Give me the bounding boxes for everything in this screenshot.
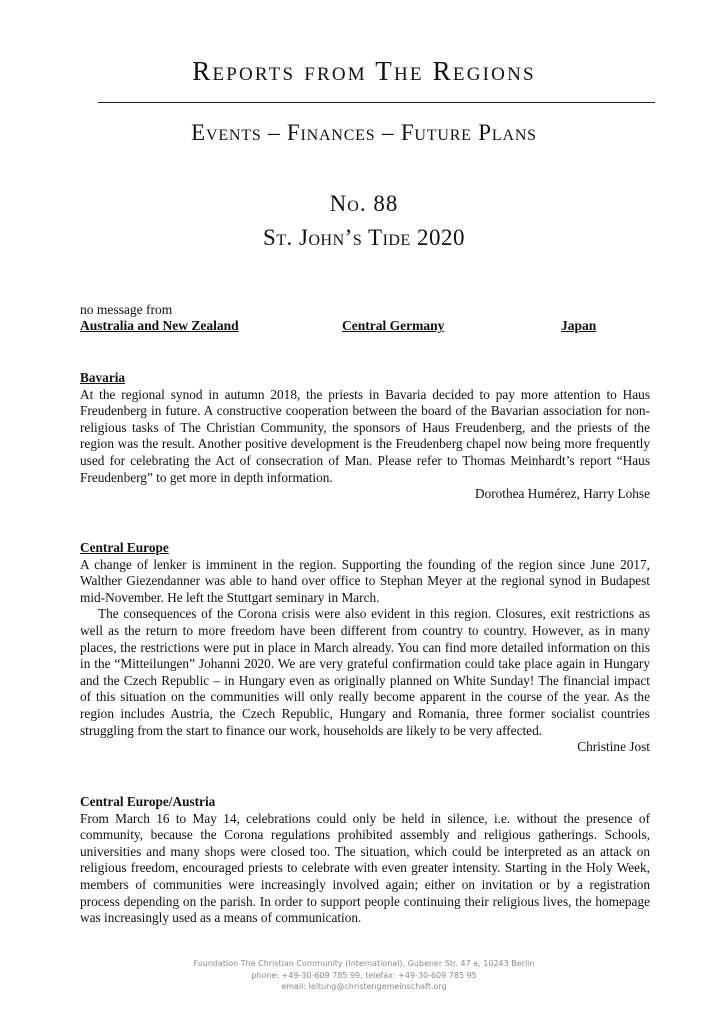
- section-signature: Christine Jost: [577, 739, 650, 755]
- section-heading: Central Europe/Austria: [80, 794, 216, 809]
- title-rule: [98, 102, 655, 103]
- section-bavaria: [80, 370, 650, 503]
- section-central-europe-austria: [80, 794, 650, 927]
- no-message-region: Central Germany: [342, 318, 445, 333]
- no-message-region: Australia and New Zealand: [80, 318, 239, 333]
- section-paragraph: From March 16 to May 14, celebrations could only be held in silence, i.e. without the presence of community, because the Corona regulations prohibited assembly and religious gatherings. Schools, universities and many shops were closed too. The situation, which could be interpreted as an attack on religious freedom, encouraged priests to celebrate with even greater intensity. Starting in the Holy Week, members of communities were increasingly involved again; either on invitation or by a registration process depending on the parish. In order to support people continuing their religious lives, the homepage was increasingly used as a means of communication.: [80, 810, 650, 926]
- section-heading: Bavaria: [80, 370, 126, 385]
- section-signature: Dorothea Humérez, Harry Lohse: [474, 486, 650, 502]
- no-message-region: Japan: [561, 318, 597, 333]
- page-footer: [0, 958, 728, 993]
- issue-date: St. John’s Tide 2020: [262, 225, 466, 250]
- report-subtitle: Events – Finances – Future Plans: [191, 120, 537, 145]
- section-paragraph: At the regional synod in autumn 2018, the priests in Bavaria decided to pay more attention to Haus Freudenberg in future. A constructive cooperation between the board of the Bavarian association for non-religious tasks of The Christian Community, the sponsors of Haus Freudenberg, and the priests of the region was the result. Another positive development is the Freudenberg chapel now being more frequently used for celebrating the Act of consecration of Man. Please refer to Thomas Meinhardt’s report “Haus Freudenberg” to get more in depth information.: [80, 386, 650, 485]
- footer-email: email: leitung@christengemeinschaft.org: [281, 982, 447, 991]
- issue-number: No. 88: [329, 191, 399, 216]
- section-heading: Central Europe: [80, 540, 169, 555]
- section-paragraph: A change of lenker is imminent in the region. Supporting the founding of the region since June 2017, Walther Giezendanner was able to hand over office to Stephan Meyer at the regional synod in Budapest mid-November. He left the Stuttgart seminary in March.: [80, 556, 650, 605]
- footer-address: Foundation The Christian Community (International), Gubener Str. 47 a, 10243 Berlin: [193, 959, 535, 968]
- no-message-label: no message from: [80, 302, 173, 317]
- section-paragraph: The consequences of the Corona crisis were also evident in this region. Closures, exit restrictions as well as the return to more freedom have been different from country to country. However, as in many places, the restrictions were put in place in March already. You can find more detailed information on this in the “Mitteilungen” Johanni 2020. We are very grateful confirmation could take place again in Hungary and the Czech Republic – in Hungary even as originally planned on White Sunday! The financial impact of this situation on the communities will only really become apparent in the course of the year. As the region includes Austria, the Czech Republic, Hungary and Romania, three former socialist countries struggling from the start to finance our work, households are likely to be very affected.: [80, 606, 650, 738]
- report-title: Reports from The Regions: [192, 56, 536, 86]
- footer-phone: phone: +49-30-609 785 99, telefax: +49-30-609 785 95: [251, 970, 477, 980]
- section-central-europe: [80, 540, 650, 756]
